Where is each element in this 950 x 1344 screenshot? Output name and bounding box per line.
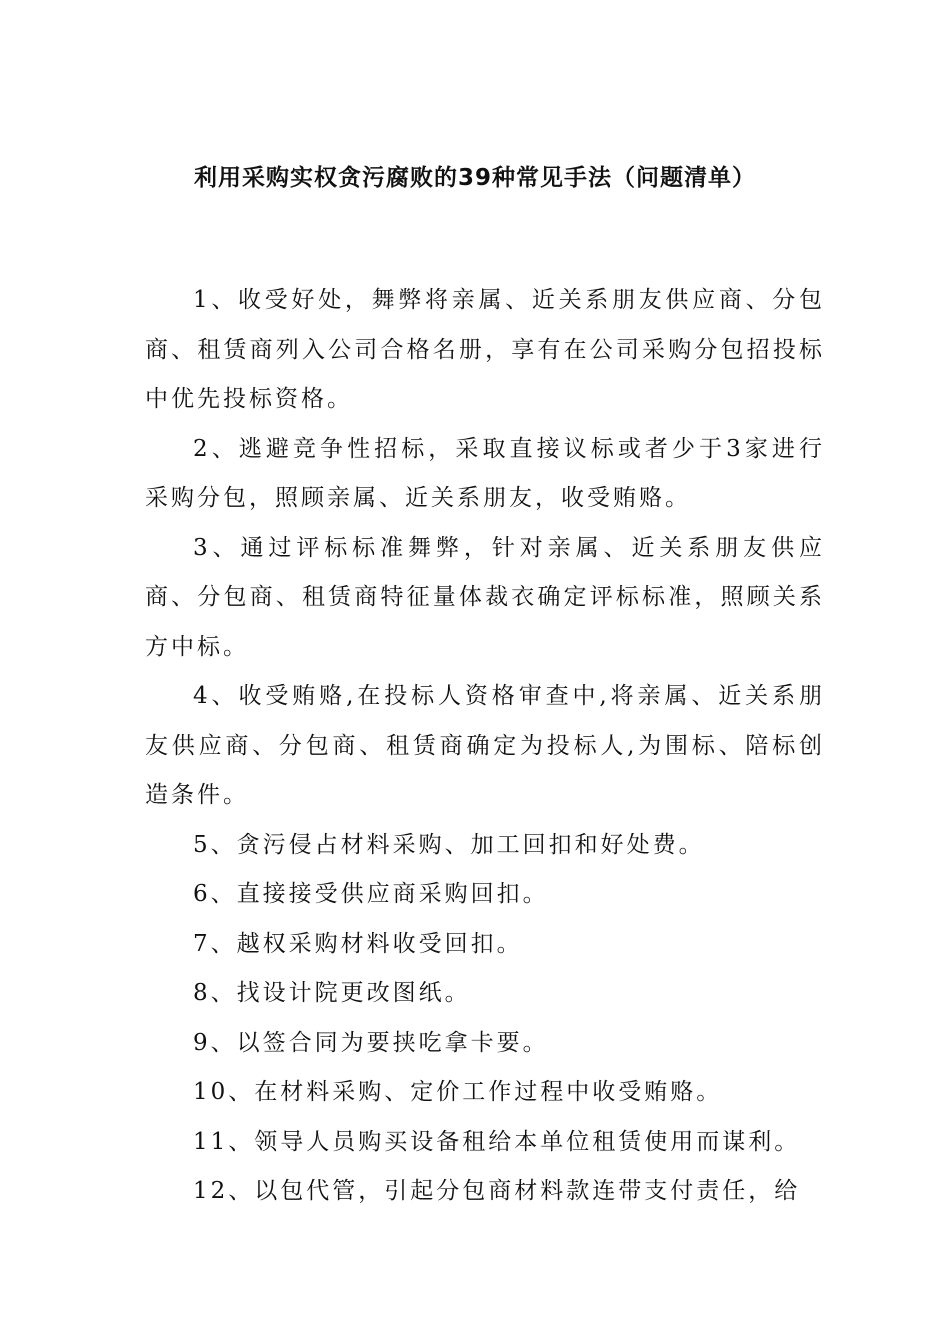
paragraph-3: 3、通过评标标准舞弊，针对亲属、近关系朋友供应商、分包商、租赁商特征量体裁衣确定评标标准，照顾关系方中标。 bbox=[145, 534, 825, 660]
paragraph-11: 11、领导人员购买设备租给本单位租赁使用而谋利。 bbox=[193, 1128, 801, 1155]
document-body bbox=[145, 276, 825, 1217]
paragraph-6: 6、直接接受供应商采购回扣。 bbox=[193, 881, 549, 907]
document-title: 利用采购实权贪污腐败的39种常见手法（问题清单） bbox=[193, 165, 756, 191]
paragraph-8: 8、找设计院更改图纸。 bbox=[193, 980, 471, 1006]
paragraph-10: 10、在材料采购、定价工作过程中收受贿赂。 bbox=[193, 1079, 723, 1105]
paragraph-4: 4、收受贿赂,在投标人资格审查中,将亲属、近关系朋友供应商、分包商、租赁商确定为投标人,为围标、陪标创造条件。 bbox=[145, 683, 825, 808]
paragraph-12: 12、以包代管，引起分包商材料款连带支付责任，给 bbox=[193, 1178, 801, 1204]
paragraph-7: 7、越权采购材料收受回扣。 bbox=[193, 930, 523, 957]
paragraph-5: 5、贪污侵占材料采购、加工回扣和好处费。 bbox=[193, 831, 705, 858]
paragraph-1: 1、收受好处，舞弊将亲属、近关系朋友供应商、分包商、租赁商列入公司合格名册，享有在公司采购分包招投标中优先投标资格。 bbox=[145, 287, 825, 412]
paragraph-2: 2、逃避竞争性招标，采取直接议标或者少于3家进行采购分包，照顾亲属、近关系朋友，收受贿赂。 bbox=[145, 435, 825, 511]
paragraph-9: 9、以签合同为要挟吃拿卡要。 bbox=[193, 1029, 549, 1056]
